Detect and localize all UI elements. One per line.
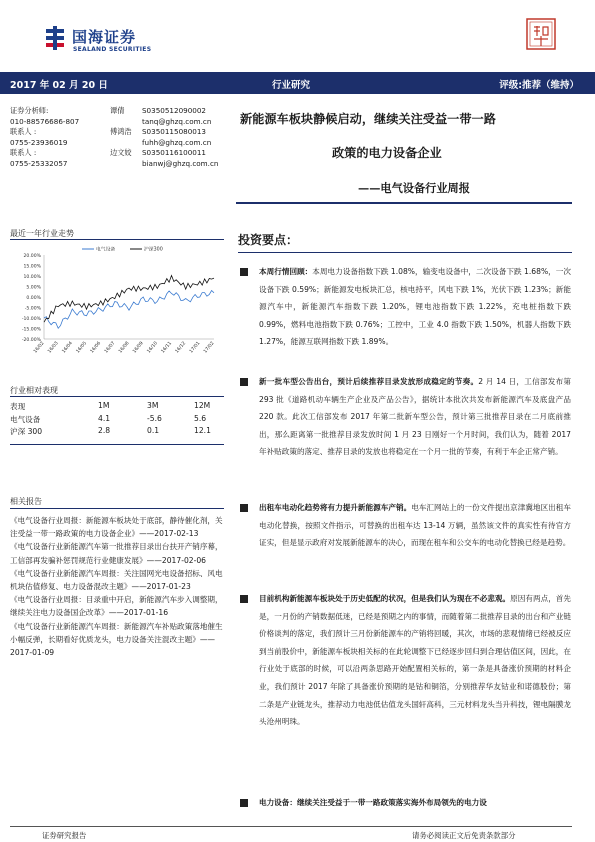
series-line [44,291,214,329]
x-tick-label: 16/03 [47,341,60,355]
table-cell: 0.1 [147,426,160,436]
report-date: 2017 年 02 月 20 日 [10,80,108,91]
y-tick-label: -10.00% [21,316,41,322]
related-report-item[interactable]: 《电气设备行业新能源汽车第一批推荐目录出台扶开产销序幕，工信部再发骗补惩罚规范行业健康发展》——2017-02-06 [10,542,223,565]
related-reports-list [10,514,224,659]
analyst-row [10,117,224,128]
analyst-name: 边文姣 [110,148,132,158]
logo-chinese-text: 国海证券 [72,28,137,46]
report-subtitle: ——电气设备行业周报 [358,181,470,195]
key-point-lead: 电力设备：继续关注受益于一带一路政策落实海外布局领先的电力设 [259,798,487,807]
y-tick-label: 0.00% [26,295,41,301]
related-report-item[interactable]: 《电气设备行业周报：目录重中开启，新能源汽车步入调整期，继续关注电力设备国企改革》——2017-01-16 [10,595,223,618]
report-header-bar [0,72,595,94]
analyst-label: 证券分析师: [10,106,49,115]
report-type: 行业研究 [272,80,311,91]
analyst-email[interactable]: tanq@ghzq.com.cn [142,116,212,126]
company-logo [44,24,194,60]
y-tick-label: -5.00% [24,306,41,312]
key-point-paragraph [259,499,571,552]
trend-divider [10,239,224,240]
y-tick-label: 5.00% [26,285,41,291]
table-cell: 2.8 [98,426,111,436]
footer-disclaimer: 请务必阅读正文后免责条款部分 [412,831,516,840]
legend-label: 电气设备 [96,247,116,253]
key-point-body: 原因有两点，首先是，一月份的产销数据低迷，已经是预期之内的事情，而随着第二批推荐目录的出台和产业链价格谈判的落定，我们预计三月份新能源车的产销将回暖，其次，市场的悲观情绪已经被反应到当前股价中，新能源车板块相关标的在此轮调整下已经逐步回归到合理估值区间，因此，在行业处于底部的时候，可以沿两条思路开始配置相关标的，第一条是具备涨价预期的材料企业，我们预计 2017 年除了具备涨价预期的是钴和铜箔，分别推荐华友钴业和诺德股份；第二条是产业链龙头，推荐动力电池低估值龙头国轩高科，三元材料龙头当升科技，锂电隔膜龙头沧州明珠。 [259,594,572,727]
industry-trend-chart [10,243,224,365]
related-heading: 相关报告 [10,497,42,506]
key-point-paragraph [259,373,571,461]
x-tick-label: 16/06 [89,341,103,355]
logo-english-text: SEALAND SECURITIES [73,46,152,53]
table-cell: 4.1 [98,413,111,423]
legend-label: 沪深300 [144,247,163,253]
x-tick-label: 16/05 [75,341,89,355]
y-tick-label: 20.00% [23,253,41,259]
analyst-row [10,106,224,117]
analyst-row [10,127,224,138]
key-point-body: 2 月 14 日，工信部发布第 293 批《道路机动车辆生产企业及产品公告》，据统计本批次共发布新能源汽车及底盘产品 220 款。此次工信部发布 2017 年第二批新车型公告，预计第三批推荐目录在二月底前推出，那么距离第一批推荐目录发放时间 1 月 23 日刚好一个月时间，我们认为，随着 2017 年补贴政策的落定、推荐目录的发放也将稳定在一个月一批的节奏，有利于车企正常产销。 [259,377,571,457]
logo-mark-icon [44,26,66,50]
performance-divider [10,396,224,397]
table-row [10,425,224,438]
analyst-label: 联系人 : [10,127,37,137]
x-tick-label: 16/09 [132,341,145,355]
analyst-email[interactable]: bianwj@ghzq.com.cn [142,158,219,168]
bullet-square-icon [240,504,248,512]
table-header-cell: 3M [147,401,159,410]
x-tick-label: 16/10 [146,341,159,355]
key-point-lead: 目前机构新能源车板块处于历史低配的状况，但是我们认为现在不必悲观。 [259,594,511,603]
table-header-cell: 12M [194,401,211,410]
x-tick-label: 16/11 [160,341,174,355]
analyst-license: S0350115080013 [142,127,207,137]
analyst-label: 联系人 : [10,148,37,158]
key-point-paragraph [259,263,571,351]
key-point-paragraph [259,590,571,731]
x-tick-label: 17/02 [203,341,216,355]
bullet-square-icon [240,799,248,807]
related-report-item[interactable]: 《电气设备行业新能源汽车周报：新能源汽车补贴政策落地催生小幅反弹，长期看好优质龙头，电力设备关注混改主题》——2017-01-09 [10,621,223,658]
key-point-lead: 本周行情回顾： [259,267,313,276]
performance-table [10,400,224,438]
trend-heading: 最近一年行业走势 [10,229,74,238]
key-point-body: 本周电力设备指数下跌 1.08%，输变电设备中，二次设备下跌 1.68%，一次设备下跌 0.59%；新能源发电板块汇总，核电持平，风电下跌 1%，光伏下跌 1.23%；新能源汽车中，新能源汽车指数下跌 1.20%，锂电池指数下跌 1.22%，充电桩指数下跌 0.99%，燃料电池指数下跌 0.76%；工控中，工业 4.0 指数下跌 1.50%，机器人指数下跌 1.27%，能源互联网指数下跌 1.89%。 [259,267,571,347]
analyst-license: S0350116100011 [142,148,207,158]
table-row [10,413,224,426]
performance-heading: 行业相对表现 [10,386,58,395]
analyst-row [10,148,224,159]
analyst-phone: 0755-23936019 [10,137,68,147]
analyst-row [10,138,224,149]
table-header-row [10,400,224,413]
table-header-cell: 1M [98,401,110,410]
bullet-square-icon [240,268,248,276]
analyst-phone: 0755-25332057 [10,158,68,168]
x-tick-label: 16/08 [118,341,131,355]
key-point-paragraph [259,794,571,812]
title-divider [236,202,572,204]
x-tick-label: 16/07 [104,341,117,355]
key-point-lead: 新一批车型公告出台，预计后续推荐目录发放形成稳定的节奏。 [259,377,479,386]
table-cell: 电气设备 [10,414,41,424]
analyst-row [10,159,224,170]
table-cell: 12.1 [194,426,211,436]
key-points-divider [238,252,572,253]
x-tick-label: 16/12 [174,341,188,355]
related-report-item[interactable]: 《电气设备行业周报：新能源车板块处于底部，静待催化剂，关注受益一带一路政策的电力设备企业》——2017-02-13 [10,516,223,539]
y-tick-label: 15.00% [23,264,41,270]
footer-divider [10,826,572,827]
key-points-heading: 投资要点： [238,233,299,247]
analyst-license: S0350512090002 [142,106,207,115]
table-cell: 沪深 300 [10,427,43,437]
key-point-body: 电车汇网站上的一份文件提出京津冀地区出租车电动化替换，按照文件指示，可替换的出租车达 13-14 万辆，虽然该文件的真实性有待官方证实，但是显示政府对发展新能源车的决心，而现在租车和公交车的电动化替换已经是趋势。 [259,503,571,548]
footer-label: 证券研究报告 [42,831,87,840]
x-tick-label: 17/01 [189,341,202,355]
y-tick-label: -20.00% [21,337,41,343]
key-point-lead: 出租车电动化趋势将有力提升新能源车产销。 [259,503,412,512]
table-header-cell: 表现 [10,402,26,411]
analyst-name: 谭倩 [110,106,125,115]
title-line-2: 政策的电力设备企业 [332,146,442,160]
x-tick-label: 16/02 [33,341,46,355]
y-tick-label: -15.00% [21,327,41,333]
y-tick-label: 10.00% [23,274,41,280]
related-report-item[interactable]: 《电气设备行业新能源汽车周报：关注国网光电设备招标、风电机块估值修复、电力设备混改主题》——2017-01-23 [10,568,223,592]
analyst-name: 傅鸿浩 [110,127,132,137]
analyst-email[interactable]: fuhh@ghzq.com.cn [142,137,212,147]
research-seal-icon [526,18,556,50]
bullet-square-icon [240,378,248,386]
x-tick-label: 16/04 [61,341,74,355]
analyst-contacts [10,106,224,170]
title-line-1: 新能源车板块静候启动，继续关注受益一带一路 [240,112,496,126]
analyst-phone: 010-88576686-807 [10,116,80,126]
report-rating: 评级:推荐（维持） [499,80,579,91]
related-divider [10,508,224,509]
table-cell: 5.6 [194,413,207,423]
performance-bottom-divider [10,444,224,445]
table-cell: -5.6 [147,413,162,423]
bullet-square-icon [240,595,248,603]
